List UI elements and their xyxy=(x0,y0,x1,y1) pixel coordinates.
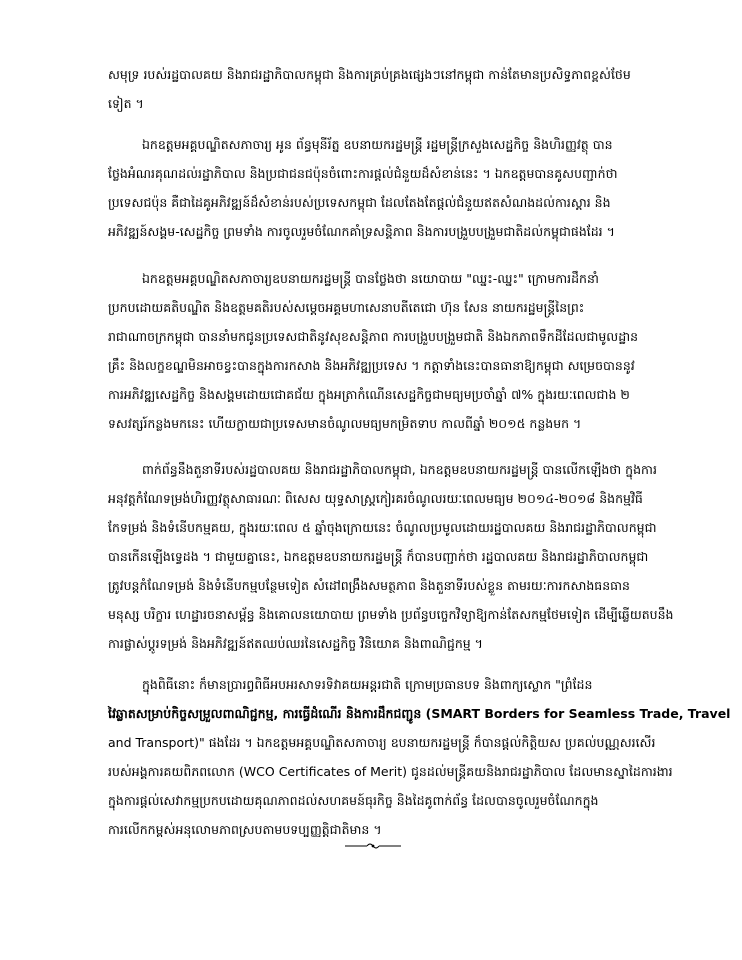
text-line: ទសវត្សរ៍កន្លងមកនេះ ហើយក្លាយជាប្រទេសមានចំណូលមធ្យមកម្រិតទាប កាលពីឆ្នាំ ២០១៥ កន្លងមក ។ xyxy=(108,416,582,431)
text-line: ក្នុងពិធីនោះ ក៏មានប្រារព្ធពិធីអបអរសាទរទិវាគយអន្តរជាតិ ក្រោមប្រធានបទ និងពាក្យស្លោក "ព្រំដែន xyxy=(142,677,593,692)
paragraph-3 xyxy=(108,264,648,438)
text-line: ពាក់ព័ន្ធនឹងតួនាទីរបស់រដ្ឋបាលគយ និងរាជរដ្ឋាភិបាលកម្ពុជា, ឯកឧត្តមឧបនាយករដ្ឋមន្ត្រី បានលើកឡើងថា ក្នុងការ xyxy=(142,462,657,477)
text-line: ក្នុងការផ្ដល់សេវាកម្មប្រកបដោយគុណភាពដល់សហគមន៍ធុរកិច្ច និងដៃគូពាក់ព័ន្ធ ដែលបានចូលរួមចំណែកក្នុង xyxy=(108,793,599,808)
text-line: វៃឆ្លាតសម្រាប់កិច្ចសម្រួលពាណិជ្ជកម្ម, ការធ្វើដំណើរ និងការដឹកជញ្ជូន (SMART Borders for Seamless Trade, Travel xyxy=(108,706,731,721)
text-line: ការផ្លាស់ប្ដូរទម្រង់ និងអភិវឌ្ឍន៍ឥតឈប់ឈរនៃសេដ្ឋកិច្ច វិនិយោគ និងពាណិជ្ជកម្ម ។ xyxy=(108,636,483,651)
text-line: ការលើកកម្ពស់អនុលោមភាពស្របតាមបទប្បញ្ញត្តិជាតិមាន ។ xyxy=(108,822,382,837)
text-line: អនុវត្តកំណែទម្រង់ហិរញ្ញវត្ថុសាធារណៈ ពិសេស យុទ្ធសាស្ត្រកៀរគរចំណូលរយៈពេលមធ្យម ២០១៤-២០១៨ និងកម្មវិធី xyxy=(108,491,643,506)
paragraph-4 xyxy=(108,455,674,658)
text-line: គ្រឹះ និងលក្ខខណ្ឌមិនអាចខ្វះបានក្នុងការកសាង និងអភិវឌ្ឍប្រទេស ។ កត្តាទាំងនេះបានធានាឱ្យកម្ពុជា សម្រេចបាននូវ xyxy=(108,358,635,373)
text-line: មនុស្ស បរិក្ខារ ហេដ្ឋារចនាសម្ព័ន្ធ និងគោលនយោបាយ ព្រមទាំង ប្រព័ន្ធបច្ចេកវិទ្យាឱ្យកាន់តែសកម្មថែមទៀត ដើម្បីឆ្លើយតបនឹង xyxy=(108,607,674,622)
text-line: ប្រកបដោយគតិបណ្ឌិត និងឧត្ដមគតិរបស់សម្ដេចអគ្គមហាសេនាបតីតេជោ ហ៊ុន សែន នាយករដ្ឋមន្ត្រីនៃព្រះ xyxy=(108,300,585,315)
text-line: សមុទ្រ របស់រដ្ឋបាលគយ និងរាជរដ្ឋាភិបាលកម្ពុជា និងការគ្រប់គ្រងផ្សេងៗនៅកម្ពុជា កាន់តែមានប្រសិទ្ធភាពខ្ពស់ថែម xyxy=(108,67,631,82)
text-line: អភិវឌ្ឍន៍សង្គម-សេដ្ឋកិច្ច ព្រមទាំង ការចូលរួមចំណែកគាំទ្រសន្តិភាព និងការបង្រួបបង្រួមជាតិដល់កម្ពុជាផងដែរ ។ xyxy=(108,224,615,239)
ornament-divider xyxy=(343,840,403,852)
paragraph-5 xyxy=(108,670,731,844)
text-line: ការអភិវឌ្ឍសេដ្ឋកិច្ច និងសង្គមដោយជោគជ័យ ក្នុងអត្រាកំណើនសេដ្ឋកិច្ចជាមធ្យមប្រចាំឆ្នាំ ៧% ក្នុងរយៈពេលជាង ២ xyxy=(108,387,630,402)
paragraph-1 xyxy=(108,60,648,118)
text-line: ប្រទេសជប៉ុន គឺជាដៃគូអភិវឌ្ឍន៍ដ៏សំខាន់របស់ប្រទេសកម្ពុជា ដែលតែងតែផ្ដល់ជំនួយឥតសំណងដល់ការស្តារ និង xyxy=(108,195,611,210)
text-line: ឯកឧត្តមអគ្គបណ្ឌិតសភាចារ្យឧបនាយករដ្ឋមន្ត្រី បានថ្លែងថា នយោបាយ "ឈ្នះ-ឈ្នះ" ក្រោមការដឹកនាំ xyxy=(142,271,599,286)
text-line: ទៀត ។ xyxy=(108,96,144,111)
text-line: រាជាណាចក្រកម្ពុជា បាននាំមកជូនប្រទេសជាតិនូវសុខសន្តិភាព ការបង្រួបបង្រួមជាតិ និងឯកភាពទឹកដីដែលជាមូលដ្ឋាន xyxy=(108,329,639,344)
text-line: ត្រូវបន្តកំណែទម្រង់ និងទំនើបកម្មបន្ថែមទៀត សំដៅពង្រឹងសមត្ថភាព និងតួនាទីរបស់ខ្លួន តាមរយៈការកសាងធនធាន xyxy=(108,578,630,593)
text-line: បានកើនឡើងទ្វេដង ។ ជាមួយគ្នានេះ, ឯកឧត្តមឧបនាយករដ្ឋមន្ត្រី ក៏បានបញ្ជាក់ថា រដ្ឋបាលគយ និងរាជរដ្ឋាភិបាលកម្ពុជា xyxy=(108,549,649,564)
text-line: ថ្លែងអំណរគុណដល់រដ្ឋាភិបាល និងប្រជាជនជប៉ុនចំពោះការផ្ដល់ជំនួយដ៏សំខាន់នេះ ។ ឯកឧត្តមបានគូសបញ្ជាក់ថា xyxy=(108,166,618,181)
text-line: របស់អង្គការគយពិភពលោក (WCO Certificates of Merit) ជូនដល់មន្ត្រីគយនិងរាជរដ្ឋាភិបាល ដែលមានស្នាដៃការងារ xyxy=(108,764,673,779)
text-line: ឯកឧត្តមអគ្គបណ្ឌិតសភាចារ្យ អូន ព័ន្ធមុនីរ័ត្ន ឧបនាយករដ្ឋមន្ត្រី រដ្ឋមន្ត្រីក្រសួងសេដ្ឋកិច្ច និងហិរញ្ញវត្ថុ បាន xyxy=(142,137,613,152)
paragraph-2 xyxy=(108,130,648,246)
text-line: កែទម្រង់ និងទំនើបកម្មគយ, ក្នុងរយៈពេល ៥ ឆ្នាំចុងក្រោយនេះ ចំណូលប្រមូលដោយរដ្ឋបាលគយ និងរាជរដ្ឋាភិបាលកម្ពុជា xyxy=(108,520,657,535)
text-line: and Transport)" ផងដែរ ។ ឯកឧត្តមអគ្គបណ្ឌិតសភាចារ្យ ឧបនាយករដ្ឋមន្ត្រី ក៏បានផ្ដល់កិត្តិយស ប្រគល់បណ្ណសរសើរ xyxy=(108,735,656,750)
